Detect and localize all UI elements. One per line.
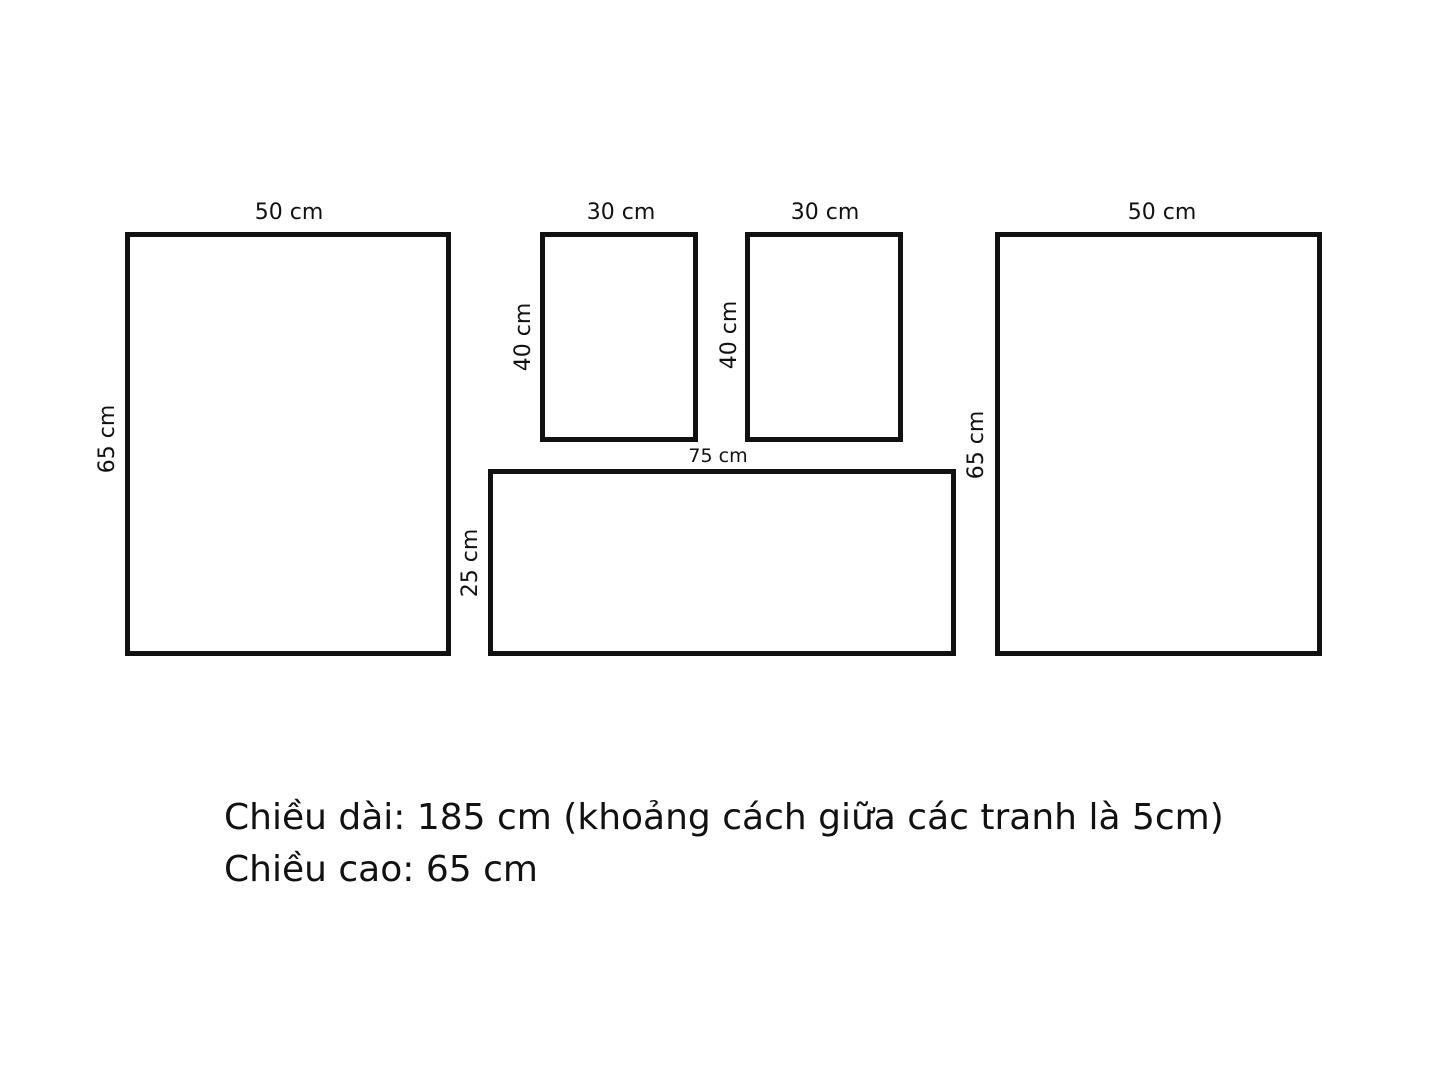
frame-top-center-2-height-label: 40 cm xyxy=(717,300,742,370)
frame-top-center-1 xyxy=(540,232,698,442)
frame-bottom-center xyxy=(488,469,956,656)
frame-top-center-1-width-label: 30 cm xyxy=(586,200,656,225)
frame-right-width-label: 50 cm xyxy=(1127,200,1197,225)
frame-left-width-label: 50 cm xyxy=(254,200,324,225)
frame-top-center-2 xyxy=(745,232,903,442)
frame-bottom-center-width-label: 75 cm xyxy=(688,445,748,467)
summary-height-line: Chiều cao: 65 cm xyxy=(224,849,538,890)
frame-left-height-label: 65 cm xyxy=(95,404,120,474)
frame-top-center-2-width-label: 30 cm xyxy=(790,200,860,225)
frame-right xyxy=(995,232,1322,656)
frame-bottom-center-height-label: 25 cm xyxy=(458,528,483,598)
summary-length-line: Chiều dài: 185 cm (khoảng cách giữa các tranh là 5cm) xyxy=(224,797,1224,838)
frame-right-height-label: 65 cm xyxy=(964,410,989,480)
frame-left xyxy=(125,232,451,656)
frame-top-center-1-height-label: 40 cm xyxy=(511,302,536,372)
